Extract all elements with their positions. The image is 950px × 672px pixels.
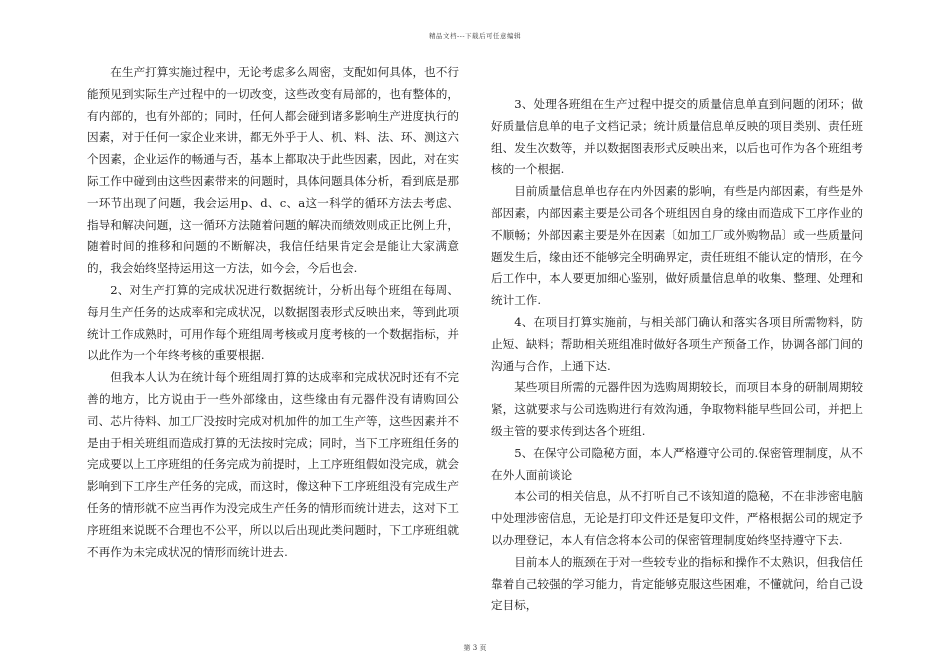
left-column — [87, 62, 459, 563]
paragraph: 目前质量信息单也存在内外因素的影响，有些是内部因素，有些是外部因素，内部因素主要是公司各个班组因自身的缘由而造成下工序作业的不顺畅；外部因素主要是外在因素〔如加工厂或外购物品〕或一些质量问题发生后，缘由还不能够完全明确界定，责任班组不能认定的情形，在今后工作中，本人要更加细心鉴别，做好质量信息单的收集、整理、处理和统计工作. — [491, 184, 863, 308]
right-column — [491, 94, 863, 617]
paragraph: 但我本人认为在统计每个班组周打算的达成率和完成状况时还有不完善的地方，比方说由于一些外部缘由，这些缘由有元器件没有请购回公司、芯片待料、加工厂没按时完成对机加件的加工生产等，这些因素并不是由于相关班组而造成打算的无法按时完成；同时，当下工序班组任务的完成要以上工序班组的任务完成为前提时，上工序班组假如没完成，就会影响到下工序生产任务的完成，而这时，像这种下工序班组没有完成生产任务的情形就不应当再作为没完成生产任务的情形而统计进去，这对下工序班组来说既不合理也不公平，所以以后出现此类问题时，下工序班组就不再作为未完成状况的情形而统计进去. — [87, 370, 459, 559]
page-header: 精品文档---下载后可任意编辑 — [428, 32, 522, 40]
paragraph: 在生产打算实施过程中，无论考虑多么周密，支配如何具体，也不行能预见到实际生产过程中的一切改变，这些改变有局部的，也有整体的，有内部的，也有外部的；同时，任何人都会碰到诸多影响生产进度执行的因素，对于任何一家企业来讲，都无外乎于人、机、料、法、环、测这六个因素，企业运作的畅通与否，基本上都取决于此些因素，因此，对在实际工作中碰到由这些因素带来的问题时，具体问题具体分析，看到底是那一环节出现了问题，我会运用p、d、c、a这一科学的循环方法去考虑、指导和解决问题，这一循环方法随着问题的解决而绩效则成正比例上升，随着时间的推移和问题的不断解决，我信任结果肯定会是能让大家满意的，我会始终坚持运用这一方法，如今会，今后也会. — [87, 65, 459, 276]
paragraph: 目前本人的瓶颈在于对一些较专业的指标和操作不太熟识，但我信任靠着自己较强的学习能力，肯定能够克服这些困难，不懂就问，给自己设定目标， — [491, 554, 863, 613]
paragraph: 3、处理各班组在生产过程中提交的质量信息单直到问题的闭环；做好质量信息单的电子文档记录；统计质量信息单反映的项目类别、责任班组、发生次数等，并以数据图表形式反映出来，以后也可作为各个班组考核的一个根据. — [491, 97, 863, 177]
paragraph: 5、在保守公司隐秘方面，本人严格遵守公司的.保密管理制度，从不在外人面前谈论 — [491, 445, 863, 482]
page-number: 第 3 页 — [463, 644, 487, 652]
paragraph: 本公司的相关信息，从不打听自己不该知道的隐秘，不在非涉密电脑中处理涉密信息，无论是打印文件还是复印文件，严格根据公司的规定予以办理登记，本人有信念将本公司的保密管理制度始终坚持遵守下去. — [491, 489, 863, 547]
paragraph: 4、在项目打算实施前，与相关部门确认和落实各项目所需物料，防止短、缺料；帮助相关班组准时做好各项生产预备工作，协调各部门间的沟通与合作，上通下达. — [491, 314, 863, 373]
paragraph: 2、对生产打算的完成状况进行数据统计，分析出每个班组在每周、每月生产任务的达成率和完成状况，以数据图表形式反映出来，等到此项统计工作成熟时，可用作每个班组周考核或月度考核的一个数据指标，并以此作为一个年终考核的重要根据. — [87, 282, 459, 363]
paragraph: 某些项目所需的元器件因为选购周期较长，而项目本身的研制周期较紧，这就要求与公司选购进行有效沟通，争取物料能早些回公司，并把上级主管的要求传到达各个班组. — [491, 380, 863, 438]
